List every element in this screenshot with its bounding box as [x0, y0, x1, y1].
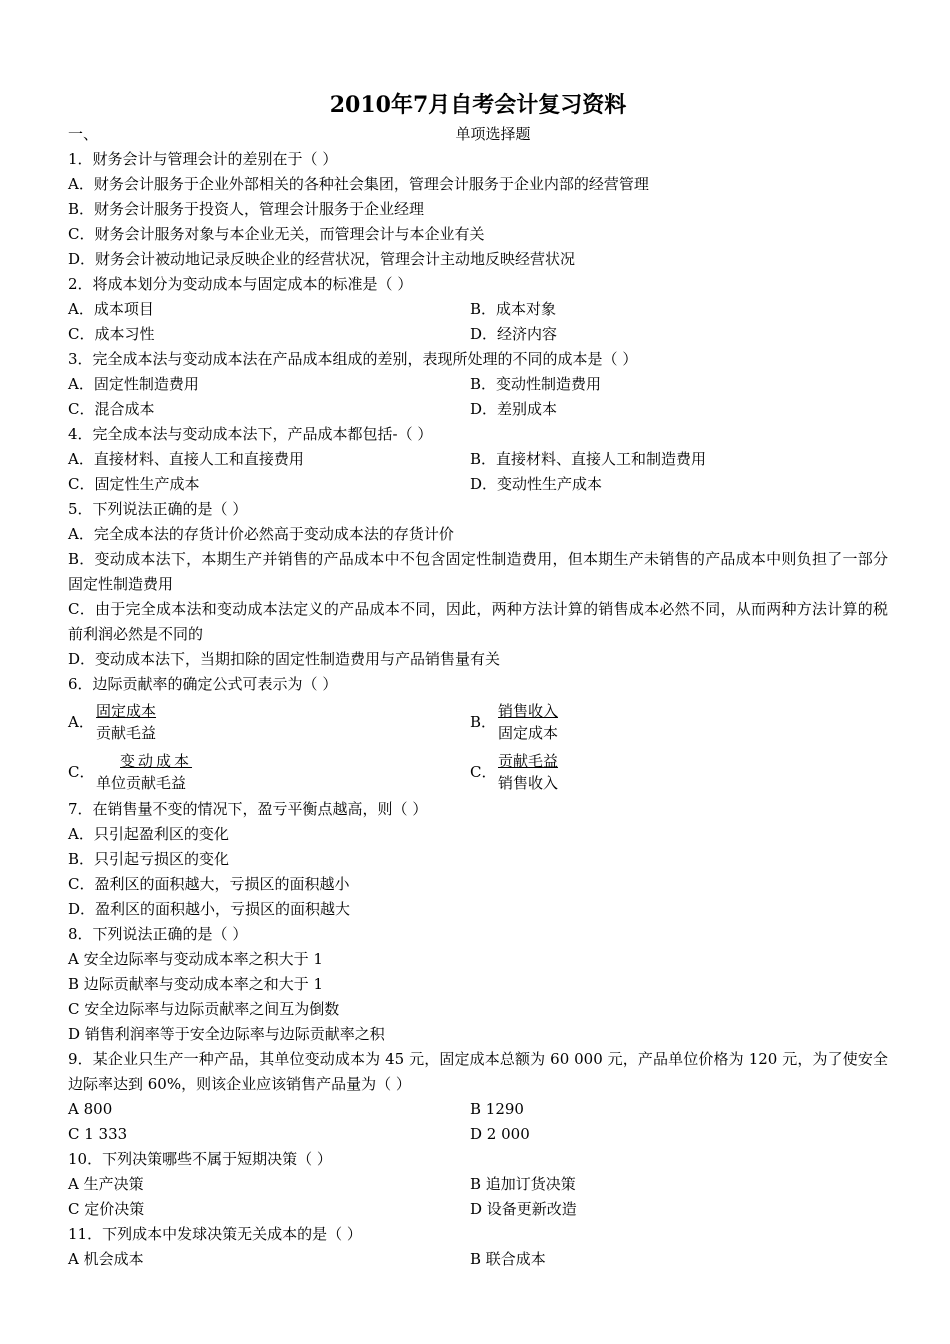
question-4-option-c: C．固定性生产成本	[68, 475, 200, 493]
question-6-option-b	[470, 697, 872, 747]
question-1-option-b: B．财务会计服务于投资人，管理会计服务于企业经理	[68, 200, 425, 218]
fraction-numerator: 变动成本	[120, 752, 193, 770]
question-6-options-row-2	[68, 747, 888, 797]
question-3-option-d: D．差别成本	[470, 400, 558, 418]
question-11-option-a: A 机会成本	[68, 1250, 144, 1268]
question-5-stem: 5．下列说法正确的是（ ）	[68, 500, 248, 518]
question-6-options-row-1	[68, 697, 888, 747]
section-heading	[68, 122, 888, 147]
document-page	[68, 88, 888, 1272]
question-9-options-row-1	[68, 1097, 888, 1122]
question-4-options-row-2	[68, 472, 888, 497]
question-3-option-b: B．变动性制造费用	[470, 375, 602, 393]
question-2-option-b: B．成本对象	[470, 300, 557, 318]
question-10-options-row-1	[68, 1172, 888, 1197]
fraction	[498, 750, 558, 794]
question-5-option-d: D．变动成本法下，当期扣除的固定性制造费用与产品销售量有关	[68, 650, 501, 668]
question-6-option-d	[470, 747, 872, 797]
question-1-option-a: A．财务会计服务于企业外部相关的各种社会集团，管理会计服务于企业内部的经营管理	[68, 175, 649, 193]
question-7-option-d: D．盈利区的面积越小，亏损区的面积越大	[68, 900, 351, 918]
option-label: C．	[470, 762, 497, 781]
question-4-option-a: A．直接材料、直接人工和直接费用	[68, 450, 304, 468]
question-5-option-a: A．完全成本法的存货计价必然高于变动成本法的存货计价	[68, 525, 454, 543]
question-8-stem: 8．下列说法正确的是（ ）	[68, 925, 248, 943]
question-4-options-row-1	[68, 447, 888, 472]
question-10-option-a: A 生产决策	[68, 1175, 144, 1193]
document-title: 2010年7月自考会计复习资料	[329, 92, 627, 118]
question-1-stem: 1．财务会计与管理会计的差别在于（ ）	[68, 150, 338, 168]
fraction-denominator: 销售收入	[498, 774, 559, 792]
question-10-options-row-2	[68, 1197, 888, 1222]
question-4-option-d: D．变动性生产成本	[470, 475, 603, 493]
fraction	[498, 700, 558, 744]
question-3-options-row-2	[68, 397, 888, 422]
question-2-stem: 2．将成本划分为变动成本与固定成本的标准是（ ）	[68, 275, 413, 293]
section-name: 单项选择题	[455, 125, 531, 143]
question-7-option-b: B．只引起亏损区的变化	[68, 850, 230, 868]
question-6-option-a	[68, 697, 470, 747]
question-3-option-a: A．固定性制造费用	[68, 375, 199, 393]
question-5-option-b: B．变动成本法下，本期生产并销售的产品成本中不包含固定性制造费用，但本期生产未销售的产品成本中则负担了一部分固定性制造费用	[68, 550, 888, 593]
fraction-denominator: 单位贡献毛益	[96, 774, 187, 792]
question-2-option-c: C．成本习性	[68, 325, 155, 343]
section-number: 一、	[68, 125, 99, 143]
fraction	[96, 700, 156, 744]
question-1-option-d: D．财务会计被动地记录反映企业的经营状况，管理会计主动地反映经营状况	[68, 250, 576, 268]
question-11-stem: 11．下列成本中发球决策无关成本的是（ ）	[68, 1225, 362, 1243]
fraction-numerator: 销售收入	[498, 702, 559, 720]
question-8-option-c: C 安全边际率与边际贡献率之间互为倒数	[68, 1000, 340, 1018]
question-8-option-a: A 安全边际率与变动成本率之积大于 1	[68, 950, 323, 968]
question-10-option-b: B 追加订货决策	[470, 1175, 576, 1193]
question-3-options-row-1	[68, 372, 888, 397]
question-2-options-row-2	[68, 322, 888, 347]
fraction-denominator: 贡献毛益	[96, 724, 157, 742]
question-7-option-a: A．只引起盈利区的变化	[68, 825, 229, 843]
question-3-option-c: C．混合成本	[68, 400, 155, 418]
question-10-option-c: C 定价决策	[68, 1200, 145, 1218]
question-6-stem: 6．边际贡献率的确定公式可表示为（ ）	[68, 675, 338, 693]
question-9-option-b: B 1290	[470, 1100, 524, 1118]
question-7-stem: 7．在销售量不变的情况下，盈亏平衡点越高，则（ ）	[68, 800, 428, 818]
question-2-option-a: A．成本项目	[68, 300, 154, 318]
question-4-stem: 4．完全成本法与变动成本法下，产品成本都包括-（ ）	[68, 425, 433, 443]
question-1-option-c: C．财务会计服务对象与本企业无关，而管理会计与本企业有关	[68, 225, 485, 243]
question-9-option-c: C 1 333	[68, 1125, 128, 1143]
question-3-stem: 3．完全成本法与变动成本法在产品成本组成的差别，表现所处理的不同的成本是（ ）	[68, 350, 638, 368]
question-9-options-row-2	[68, 1122, 888, 1147]
question-9-stem: 9．某企业只生产一种产品，其单位变动成本为 45 元，固定成本总额为 60 000 元，产品单位价格为 120 元，为了使安全边际率达到 60%，则该企业应该销售产品量为（ ）	[68, 1050, 888, 1093]
fraction	[96, 750, 192, 794]
question-4-option-b: B．直接材料、直接人工和制造费用	[470, 450, 707, 468]
question-10-stem: 10．下列决策哪些不属于短期决策（ ）	[68, 1150, 332, 1168]
question-6-option-c	[68, 747, 470, 797]
fraction-denominator: 固定成本	[498, 724, 559, 742]
question-9-option-d: D 2 000	[470, 1125, 530, 1143]
question-2-option-d: D．经济内容	[470, 325, 558, 343]
question-7-option-c: C．盈利区的面积越大，亏损区的面积越小	[68, 875, 350, 893]
question-8-option-b: B 边际贡献率与变动成本率之和大于 1	[68, 975, 324, 993]
question-8-option-d: D 销售利润率等于安全边际率与边际贡献率之积	[68, 1025, 385, 1043]
option-label: B．	[470, 712, 497, 731]
question-2-options-row-1	[68, 297, 888, 322]
option-label: C．	[68, 762, 95, 781]
question-10-option-d: D 设备更新改造	[470, 1200, 577, 1218]
fraction-numerator: 固定成本	[96, 702, 157, 720]
option-label: A．	[68, 712, 94, 731]
fraction-numerator: 贡献毛益	[498, 752, 559, 770]
question-11-options-row-1	[68, 1247, 888, 1272]
question-11-option-b: B 联合成本	[470, 1250, 546, 1268]
question-9-option-a: A 800	[68, 1100, 113, 1118]
question-5-option-c: C．由于完全成本法和变动成本法定义的产品成本不同，因此，两种方法计算的销售成本必然不同，从而两种方法计算的税前利润必然是不同的	[68, 600, 888, 643]
